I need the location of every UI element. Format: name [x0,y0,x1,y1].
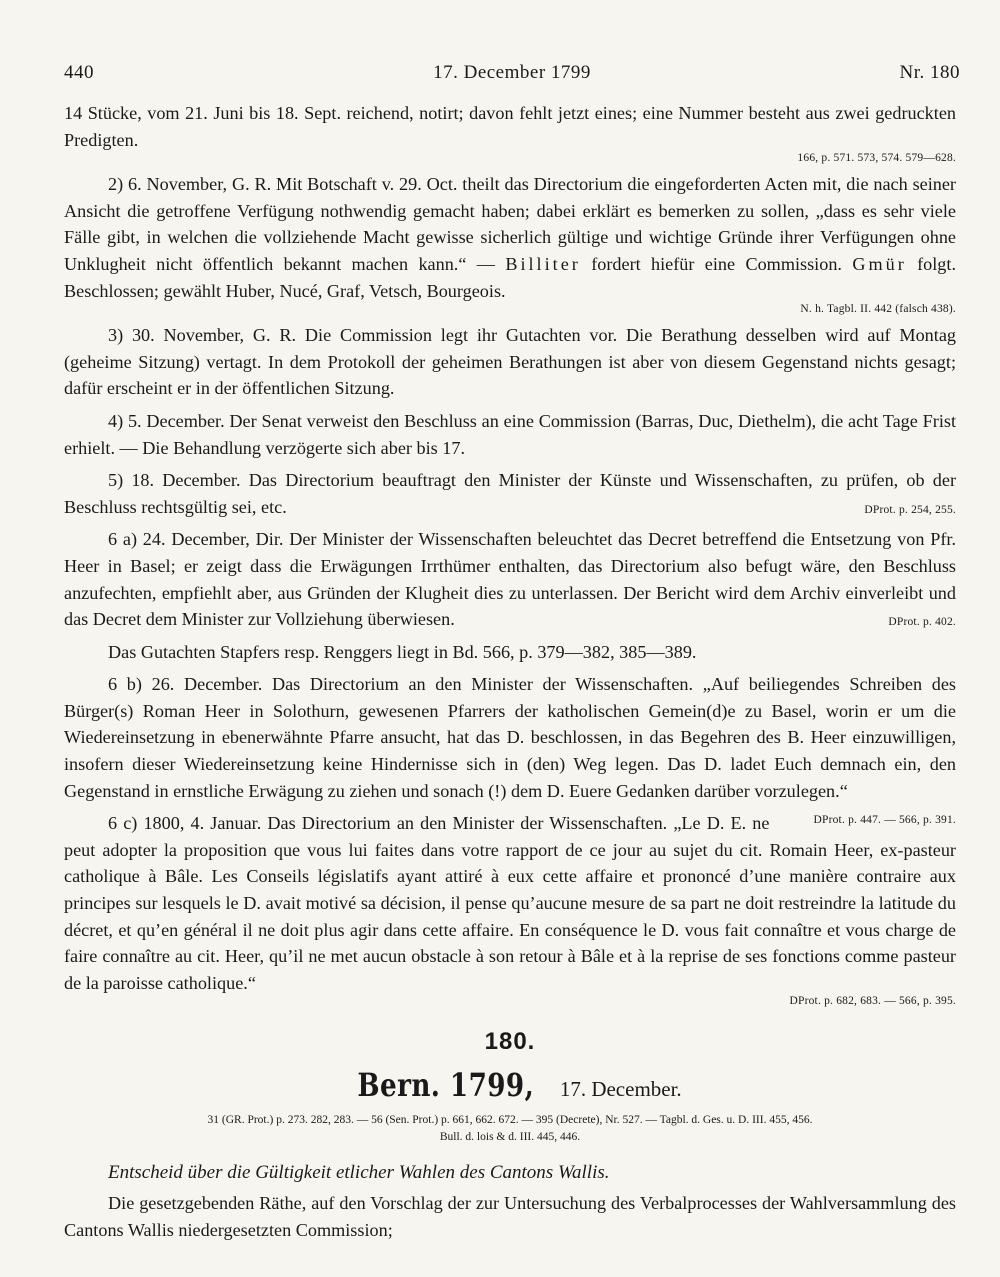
document-number: 180. [484,1028,536,1056]
paragraph: 5) 18. December. Das Directorium beauftragt den Minister der Künste und Wissenschaften, zu prüfen, ob der Beschluss rechtsgültig sei, etc. DProt. p. 254, 255. [64,467,956,520]
paragraph: 3) 30. November, G. R. Die Commission legt ihr Gutachten vor. Die Berathung desselben wird auf Montag (geheime Sitzung) vertagt. In dem Protokoll der geheimen Berathungen ist aber von diesem Gegenstand nichts gesagt; dafür erscheint er in der öffentlichen Sitzung. [64,325,956,399]
reference: DProt. p. 682, 683. — 566, p. 395. [789,995,956,1008]
paragraph: Die gesetzgebenden Räthe, auf den Vorschlag der zur Untersuchung des Verbalprocesses der Wahlversammlung des Cantons Wallis niedergesetzten Commission; [64,1193,956,1240]
document-date: 17. December. [559,1077,682,1102]
person-name: Billiter [505,253,581,274]
paragraph: 2) 6. November, G. R. Mit Botschaft v. 29. Oct. theilt das Directorium die eingeforderten Acten mit, die nach seiner Ansicht die getroffene Verfügung nothwendig gemacht haben; dabei erklärt es bemerken zu sollen, „dass es sehr viele Fälle gibt, in welchen die vollziehende Macht gewisse sicherlich gültige und wichtige Gründe ihrer Verfügungen ohne Unklugheit nicht öffentlich bekannt machen kann.“ — Billiter fordert hiefür eine Commission. Gmür folgt. Beschlossen; gewählt Huber, Nucé, Graf, Vetsch, Bourgeois. [64,174,956,301]
paragraph: Das Gutachten Stapfers resp. Renggers liegt in Bd. 566, p. 379—382, 385—389. [108,641,697,662]
sources [64,1112,956,1146]
page-number: 440 [64,62,94,83]
paragraph: 6 a) 24. December, Dir. Der Minister der Wissenschaften beleuchtet das Decret betreffend die Entsetzung von Pfr. Heer in Basel; er zeigt dass die Erwägungen Irrthümer enthalten, das Directorium also befugt wäre, den Beschluss anzufechten, empfiehlt aber, aus Gründen der Klugheit dies zu unterlassen. Der Bericht wird dem Archiv einverleibt und das Decret dem Minister zur Vollziehung überwiesen. DProt. p. 402. [64,526,956,632]
reference: 166, p. 571. 573, 574. 579—628. [797,152,956,165]
sources-line: 31 (GR. Prot.) p. 273. 282, 283. — 56 (Sen. Prot.) p. 661, 662. 672. — 395 (Decrete), Nr. 527. — Tagbl. d. Ges. u. D. III. 455, 456. [207,1114,813,1127]
document-number-header: Nr. 180 [899,62,960,83]
reference: DProt. p. 254, 255. [864,503,956,516]
paragraph: 14 Stücke, vom 21. Juni bis 18. Sept. reichend, notirt; davon fehlt jetzt eines; eine Nummer besteht aus zwei gedruckten Predigten. [64,103,956,150]
paragraph: 4) 5. December. Der Senat verweist den Beschluss an eine Commission (Barras, Duc, Diethelm), die acht Tage Frist erhielt. — Die Behandlung verzögerte sich aber bis 17. [64,410,956,458]
sources-line: Bull. d. lois & d. III. 445, 446. [439,1131,581,1144]
reference: DProt. p. 402. [888,616,956,629]
document-title: Entscheid über die Gültigkeit etlicher Wahlen des Cantons Wallis. [108,1162,610,1184]
place-year: Bern. 1799, [357,1066,535,1105]
person-name: Gmür [852,253,907,274]
paragraph: 6 c) 1800, 4. Januar. Das Directorium an den Minister der Wissenschaften. „Le D. E. ne peut adopter la proposition que vous lui faites dans votre rapport de ce jour au sujet du cit. Romain Heer, ex-pasteur catholique à Bâle. Les Conseils législatifs ayant attiré à eux cette affaire et prononcé d’une manière contraire aux principes sur lesquels le D. avait motivé sa décision, il pense qu’aucune mesure de sa part ne doit restreindre la latitude du décret, et qu’en général il ne doit plus agir dans cette affaire. En conséquence le D. vous fait connaître et vous charge de faire connaître au cit. Heer, qu’il ne met aucun obstacle à son retour à Bâle et à la reprise de ses fonctions comme pasteur de la paroisse catholique.“ [64,813,956,993]
paragraph: 6 b) 26. December. Das Directorium an den Minister der Wissenschaften. „Auf beiliegendes Schreiben des Bürger(s) Roman Heer in Solothurn, gewesenen Pfarrers der katholischen Gemein(d)e zu Basel, worin er um die Wiedereinsetzung in ebenerwähnte Pfarre ansucht, hat das D. beschlossen, in das Begehren des B. Heer einzuwilligen, insofern dieser Wiedereinsetzung keine Hindernisse sich in (den) Weg legen. Das D. ladet Euch demnach ein, den Gegenstand in ernstliche Erwägung zu ziehen und sonach (!) dem D. Euere Gedanken darüber vorzulegen.“ DProt. p. 447. — 566, p. 391. [64,671,956,804]
reference: DProt. p. 447. — 566, p. 391. [813,814,956,827]
running-head [64,62,960,90]
place-date-line [64,1066,956,1106]
reference: N. h. Tagbl. II. 442 (falsch 438). [800,303,956,316]
header-date: 17. December 1799 [433,62,591,83]
page-body [64,100,956,1244]
